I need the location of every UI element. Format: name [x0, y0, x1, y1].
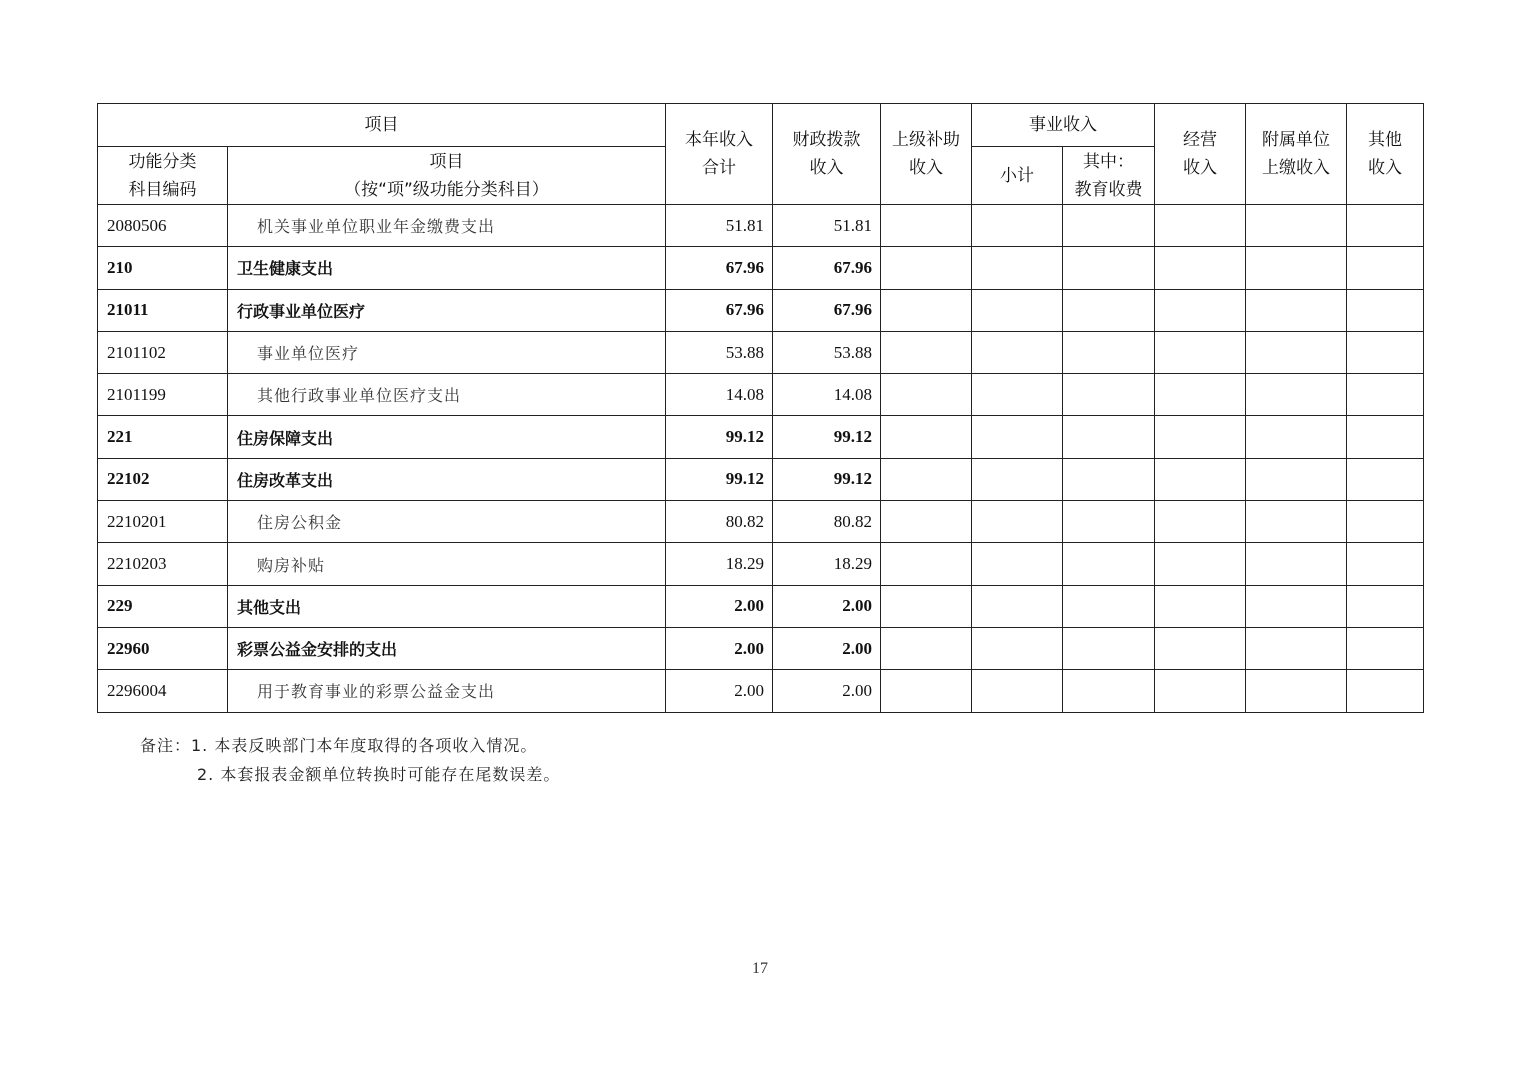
total-income-cell: 99.12 [666, 458, 773, 500]
item-name-cell: 住房公积金 [228, 501, 666, 543]
table-row [98, 289, 1424, 331]
operating-income-cell [1155, 205, 1246, 247]
education-fee-cell [1063, 585, 1155, 627]
affiliated-income-cell [1246, 501, 1347, 543]
item-name-cell: 事业单位医疗 [228, 331, 666, 373]
total-income-cell: 51.81 [666, 205, 773, 247]
income-table [97, 103, 1424, 713]
business-subtotal-cell [972, 289, 1063, 331]
item-name-cell: 卫生健康支出 [228, 247, 666, 289]
item-name-cell: 购房补贴 [228, 543, 666, 585]
business-subtotal-cell [972, 416, 1063, 458]
total-income-header: 本年收入 合计 [666, 104, 773, 205]
fiscal-appropriation-cell: 2.00 [773, 585, 881, 627]
fiscal-appropriation-header: 财政拨款 收入 [773, 104, 881, 205]
page-number: 17 [752, 960, 768, 977]
total-income-cell: 14.08 [666, 374, 773, 416]
other-income-cell [1347, 501, 1424, 543]
function-code-cell: 2210201 [98, 501, 228, 543]
function-code-cell: 2296004 [98, 670, 228, 712]
other-income-cell [1347, 331, 1424, 373]
affiliated-income-cell [1246, 205, 1347, 247]
table-row [98, 374, 1424, 416]
item-name-header: 项目 （按“项”级功能分类科目） [228, 147, 666, 205]
other-income-cell [1347, 205, 1424, 247]
table-row [98, 416, 1424, 458]
function-code-cell: 2210203 [98, 543, 228, 585]
superior-subsidy-cell [881, 585, 972, 627]
function-code-cell: 2101199 [98, 374, 228, 416]
education-fee-cell [1063, 543, 1155, 585]
item-name-cell: 用于教育事业的彩票公益金支出 [228, 670, 666, 712]
function-code-cell: 2080506 [98, 205, 228, 247]
affiliated-income-cell [1246, 458, 1347, 500]
other-income-cell [1347, 289, 1424, 331]
table-row [98, 331, 1424, 373]
project-group-header: 项目 [98, 104, 666, 147]
item-name-cell: 其他支出 [228, 585, 666, 627]
education-fee-cell [1063, 331, 1155, 373]
education-fee-cell [1063, 205, 1155, 247]
other-income-cell [1347, 670, 1424, 712]
other-income-cell [1347, 416, 1424, 458]
business-subtotal-cell [972, 331, 1063, 373]
affiliated-income-cell [1246, 627, 1347, 669]
other-income-cell [1347, 458, 1424, 500]
other-income-header: 其他 收入 [1347, 104, 1424, 205]
operating-income-cell [1155, 585, 1246, 627]
business-subtotal-cell [972, 670, 1063, 712]
operating-income-cell [1155, 416, 1246, 458]
education-fee-cell [1063, 501, 1155, 543]
education-fee-cell [1063, 627, 1155, 669]
business-subtotal-cell [972, 627, 1063, 669]
superior-subsidy-cell [881, 289, 972, 331]
table-row [98, 205, 1424, 247]
superior-subsidy-cell [881, 458, 972, 500]
fiscal-appropriation-cell: 80.82 [773, 501, 881, 543]
total-income-cell: 67.96 [666, 247, 773, 289]
table-row [98, 627, 1424, 669]
education-fee-cell [1063, 416, 1155, 458]
superior-subsidy-cell [881, 501, 972, 543]
item-name-cell: 其他行政事业单位医疗支出 [228, 374, 666, 416]
total-income-cell: 99.12 [666, 416, 773, 458]
fiscal-appropriation-cell: 67.96 [773, 289, 881, 331]
function-code-cell: 229 [98, 585, 228, 627]
superior-subsidy-header: 上级补助 收入 [881, 104, 972, 205]
education-fee-header: 其中： 教育收费 [1063, 147, 1155, 205]
business-subtotal-cell [972, 501, 1063, 543]
table-row [98, 501, 1424, 543]
affiliated-income-header: 附属单位 上缴收入 [1246, 104, 1347, 205]
function-code-cell: 22102 [98, 458, 228, 500]
operating-income-header: 经营 收入 [1155, 104, 1246, 205]
education-fee-cell [1063, 289, 1155, 331]
table-row [98, 247, 1424, 289]
operating-income-cell [1155, 331, 1246, 373]
affiliated-income-cell [1246, 247, 1347, 289]
operating-income-cell [1155, 289, 1246, 331]
remark-line-1: 备注：1. 本表反映部门本年度取得的各项收入情况。 [140, 736, 538, 755]
affiliated-income-cell [1246, 416, 1347, 458]
fiscal-appropriation-cell: 51.81 [773, 205, 881, 247]
fiscal-appropriation-cell: 53.88 [773, 331, 881, 373]
table-body [98, 205, 1424, 713]
item-name-cell: 彩票公益金安排的支出 [228, 627, 666, 669]
superior-subsidy-cell [881, 416, 972, 458]
affiliated-income-cell [1246, 331, 1347, 373]
business-subtotal-cell [972, 374, 1063, 416]
table-row [98, 585, 1424, 627]
function-code-cell: 21011 [98, 289, 228, 331]
superior-subsidy-cell [881, 247, 972, 289]
education-fee-cell [1063, 247, 1155, 289]
affiliated-income-cell [1246, 585, 1347, 627]
superior-subsidy-cell [881, 670, 972, 712]
item-name-cell: 住房改革支出 [228, 458, 666, 500]
affiliated-income-cell [1246, 374, 1347, 416]
function-code-header: 功能分类 科目编码 [98, 147, 228, 205]
table-row [98, 543, 1424, 585]
operating-income-cell [1155, 543, 1246, 585]
superior-subsidy-cell [881, 205, 972, 247]
superior-subsidy-cell [881, 374, 972, 416]
fiscal-appropriation-cell: 99.12 [773, 458, 881, 500]
function-code-cell: 2101102 [98, 331, 228, 373]
fiscal-appropriation-cell: 67.96 [773, 247, 881, 289]
total-income-cell: 18.29 [666, 543, 773, 585]
business-subtotal-cell [972, 543, 1063, 585]
business-subtotal-cell [972, 458, 1063, 500]
affiliated-income-cell [1246, 289, 1347, 331]
other-income-cell [1347, 543, 1424, 585]
fiscal-appropriation-cell: 14.08 [773, 374, 881, 416]
fiscal-appropriation-cell: 18.29 [773, 543, 881, 585]
superior-subsidy-cell [881, 331, 972, 373]
affiliated-income-cell [1246, 543, 1347, 585]
operating-income-cell [1155, 458, 1246, 500]
remarks [140, 731, 560, 789]
function-code-cell: 22960 [98, 627, 228, 669]
education-fee-cell [1063, 458, 1155, 500]
function-code-cell: 210 [98, 247, 228, 289]
function-code-cell: 221 [98, 416, 228, 458]
superior-subsidy-cell [881, 627, 972, 669]
business-subtotal-cell [972, 205, 1063, 247]
fiscal-appropriation-cell: 2.00 [773, 627, 881, 669]
total-income-cell: 67.96 [666, 289, 773, 331]
total-income-cell: 2.00 [666, 627, 773, 669]
superior-subsidy-cell [881, 543, 972, 585]
fiscal-appropriation-cell: 99.12 [773, 416, 881, 458]
item-name-cell: 行政事业单位医疗 [228, 289, 666, 331]
item-name-cell: 住房保障支出 [228, 416, 666, 458]
business-income-header: 事业收入 [972, 104, 1155, 147]
operating-income-cell [1155, 247, 1246, 289]
table-row [98, 670, 1424, 712]
operating-income-cell [1155, 374, 1246, 416]
total-income-cell: 80.82 [666, 501, 773, 543]
total-income-cell: 53.88 [666, 331, 773, 373]
operating-income-cell [1155, 627, 1246, 669]
education-fee-cell [1063, 670, 1155, 712]
total-income-cell: 2.00 [666, 670, 773, 712]
total-income-cell: 2.00 [666, 585, 773, 627]
business-subtotal-cell [972, 585, 1063, 627]
other-income-cell [1347, 627, 1424, 669]
subtotal-header: 小计 [972, 147, 1063, 205]
business-subtotal-cell [972, 247, 1063, 289]
other-income-cell [1347, 247, 1424, 289]
education-fee-cell [1063, 374, 1155, 416]
item-name-cell: 机关事业单位职业年金缴费支出 [228, 205, 666, 247]
table-row [98, 458, 1424, 500]
remark-line-2: 2. 本套报表金额单位转换时可能存在尾数误差。 [197, 765, 561, 784]
other-income-cell [1347, 585, 1424, 627]
operating-income-cell [1155, 670, 1246, 712]
other-income-cell [1347, 374, 1424, 416]
operating-income-cell [1155, 501, 1246, 543]
fiscal-appropriation-cell: 2.00 [773, 670, 881, 712]
affiliated-income-cell [1246, 670, 1347, 712]
